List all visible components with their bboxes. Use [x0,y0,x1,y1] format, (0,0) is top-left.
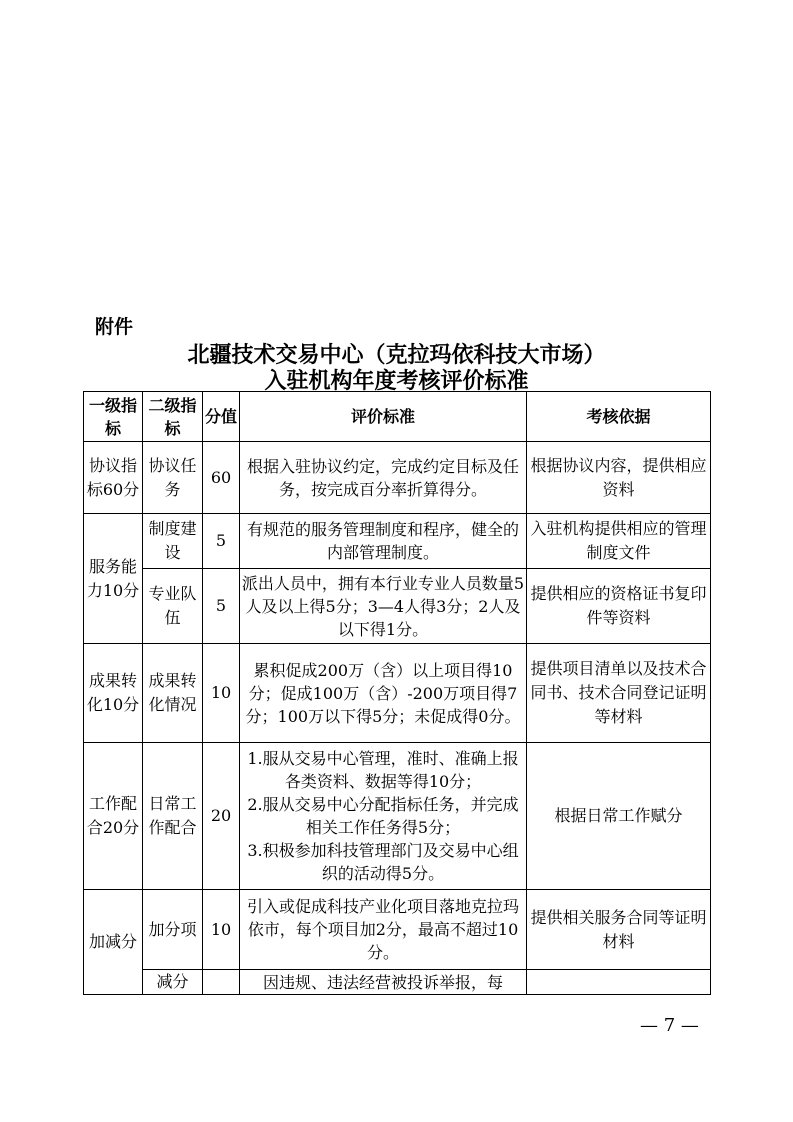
cell-standard [240,743,527,890]
cell-level2: 成果转化情况 [143,644,203,743]
page-number: — 7 — [640,1015,699,1036]
cell-level2: 减分 [143,970,203,995]
cell-standard: 因违规、违法经营被投诉举报，每 [240,970,527,995]
cell-score: 60 [203,442,240,514]
evaluation-table [83,391,711,995]
standard-item: 2.服从交易中心分配指标任务，并完成相关工作任务得5分； [247,795,519,837]
cell-level1: 协议指标60分 [84,442,143,514]
cell-standard: 累积促成200万（含）以上项目得10分；促成100万（含）-200万项目得7分；100万以下得5分；未促成得0分。 [240,644,527,743]
cell-level1: 成果转化10分 [84,644,143,743]
table-row [84,442,711,514]
cell-basis: 根据日常工作赋分 [527,743,711,890]
cell-basis: 入驻机构提供相应的管理制度文件 [527,514,711,569]
standard-item: 3.积极参加科技管理部门及交易中心组织的活动得5分。 [247,841,519,883]
table-row [84,890,711,970]
attachment-label: 附件 [95,316,134,338]
standard-item: 1.服从交易中心管理，准时、准确上报各类资料、数据等得10分； [247,749,519,791]
cell-score: 5 [203,569,240,644]
cell-level2: 日常工作配合 [143,743,203,890]
cell-basis: 提供项目清单以及技术合同书、技术合同登记证明等材料 [527,644,711,743]
table-header-row [84,392,711,442]
cell-level1: 工作配合20分 [84,743,143,890]
cell-level1: 服务能力10分 [84,514,143,644]
table-row [84,569,711,644]
document-title-line2: 入驻机构年度考核评价标准 [264,369,529,394]
header-basis: 考核依据 [527,392,711,442]
cell-standard: 根据入驻协议约定，完成约定目标及任务，按完成百分率折算得分。 [240,442,527,514]
cell-standard: 有规范的服务管理制度和程序，健全的内部管理制度。 [240,514,527,569]
header-level2: 二级指标 [143,392,203,442]
cell-level1: 加减分 [84,890,143,995]
cell-level2: 协议任务 [143,442,203,514]
cell-level2: 加分项 [143,890,203,970]
header-level1: 一级指标 [84,392,143,442]
cell-standard: 派出人员中，拥有本行业专业人员数量5人及以上得5分；3—4人得3分；2人及以下得1分。 [240,569,527,644]
cell-score: 10 [203,890,240,970]
cell-level2: 制度建设 [143,514,203,569]
cell-score [203,970,240,995]
table-row [84,970,711,995]
header-score: 分值 [203,392,240,442]
cell-basis: 提供相应的资格证书复印件等资料 [527,569,711,644]
cell-basis: 提供相关服务合同等证明材料 [527,890,711,970]
table-row [84,514,711,569]
cell-level2: 专业队伍 [143,569,203,644]
cell-standard: 引入或促成科技产业化项目落地克拉玛依市，每个项目加2分，最高不超过10分。 [240,890,527,970]
table-row [84,743,711,890]
cell-score: 10 [203,644,240,743]
cell-score: 5 [203,514,240,569]
table-row [84,644,711,743]
cell-basis [527,970,711,995]
cell-score: 20 [203,743,240,890]
document-title-line1: 北疆技术交易中心（克拉玛依科技大市场） [187,343,606,368]
header-standard: 评价标准 [240,392,527,442]
cell-basis: 根据协议内容，提供相应资料 [527,442,711,514]
